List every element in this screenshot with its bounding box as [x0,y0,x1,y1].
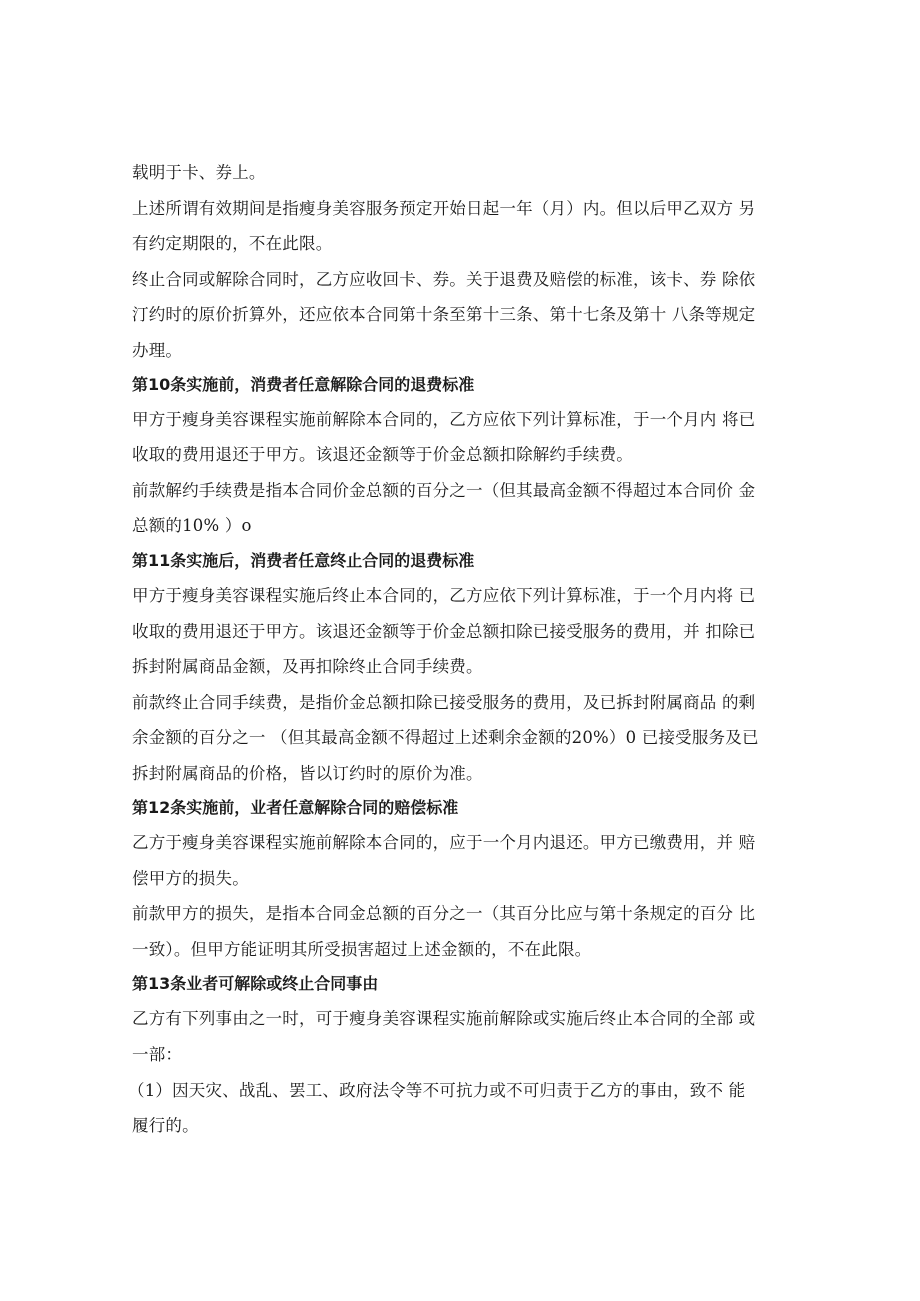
text-line: 收取的费用退还于甲方。该退还金额等于价金总额扣除解约手续费。 [132,445,633,464]
text-line: 拆封附属商品的价格，皆以订约时的原价为准。 [132,764,483,783]
text-line: 有约定期限的，不在此限。 [132,234,333,253]
text-line: 总额的10% ）o [132,516,252,535]
article-13-heading: 第13条业者可解除或终止合同事由 [132,974,379,993]
text-line: 余金额的百分之一 （但其最高金额不得超过上述剩余金额的20%）0 已接受服务及已 [132,728,759,747]
text-line: 前款终止合同手续费，是指价金总额扣除已接受服务的费用，及已拆封附属商品 的剩 [132,693,756,712]
text-line: 一致）。但甲方能证明其所受损害超过上述金额的，不在此限。 [132,940,592,959]
text-line: 偿甲方的损失。 [132,869,249,888]
text-line: 前款解约手续费是指本合同价金总额的百分之一（但其最高金额不得超过本合同价 金 [132,481,756,500]
text-line: 乙方于瘦身美容课程实施前解除本合同的，应于一个月内退还。甲方已缴费用，并 赔 [132,833,756,852]
text-line: 拆封附属商品金额，及再扣除终止合同手续费。 [132,657,483,676]
article-10-heading: 第10条实施前，消费者任意解除合同的退费标准 [132,375,475,394]
text-line: 履行的。 [132,1116,199,1135]
text-line: 终止合同或解除合同时，乙方应收回卡、券。关于退费及赔偿的标准，该卡、券 除依 [132,270,756,289]
text-line: 办理。 [132,341,183,360]
article-12-heading: 第12条实施前，业者任意解除合同的赔偿标准 [132,798,459,817]
text-line: 收取的费用退还于甲方。该退还金额等于价金总额扣除已接受服务的费用，并 扣除已 [132,622,756,641]
text-line: 一部： [132,1045,183,1064]
text-line: 甲方于瘦身美容课程实施前解除本合同的，乙方应依下列计算标准，于一个月内 将已 [132,410,756,429]
text-line: 乙方有下列事由之一时，可于瘦身美容课程实施前解除或实施后终止本合同的全部 或 [132,1009,756,1028]
text-line: 载明于卡、券上。 [132,163,266,182]
text-line: 汀约时的原价折算外，还应依本合同第十条至第十三条、第十七条及第十 八条等规定 [132,305,756,324]
article-11-heading: 第11条实施后，消费者任意终止合同的退费标准 [132,551,475,570]
list-item: （1）因天灾、战乱、罢工、政府法令等不可抗力或不可归责于乙方的事由，致不 能 [128,1081,746,1100]
text-line: 上述所谓有效期间是指瘦身美容服务预定开始日起一年（月）内。但以后甲乙双方 另 [132,199,756,218]
text-line: 前款甲方的损失，是指本合同金总额的百分之一（其百分比应与第十条规定的百分 比 [132,904,756,923]
text-line: 甲方于瘦身美容课程实施后终止本合同的，乙方应依下列计算标准，于一个月内将 已 [132,586,756,605]
